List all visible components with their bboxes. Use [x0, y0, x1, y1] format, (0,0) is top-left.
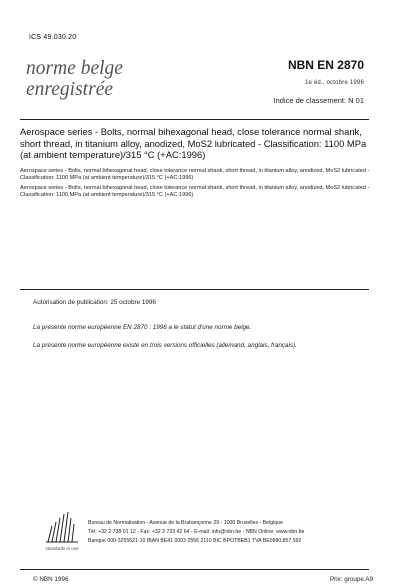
statement-status: La présente norme européenne EN 2870 : 1996 a le statut d'une norme belge.	[33, 324, 252, 331]
nbn-logo-icon	[44, 508, 80, 548]
copyright: © NBN 1996	[33, 576, 69, 583]
standard-number: NBN EN 2870	[287, 58, 364, 72]
subtitle-1: Aerospace series - Bolts, normal bihexagonal head, close tolerance normal shank, short thread, in titanium alloy, anodized, MoS2 lubricated - Classification: 1100 MPa (at ambient temperature)/315 °C (+AC:1996)	[20, 168, 370, 182]
document-title: Aerospace series - Bolts, normal bihexagonal head, close tolerance normal shank, short thread, in titanium alloy, anodized, MoS2 lubricated - Classification: 1100 MPa (at ambient temperature)/315 °C (+AC:1996)	[20, 126, 367, 160]
address-line-1: Bureau de Normalisation - Avenue de la Brabançonne 29 - 1000 Bruxelles - Belgique	[88, 520, 283, 526]
classement-index: Indice de classement: N 01	[273, 96, 364, 105]
bottom-divider	[20, 569, 369, 570]
address-line-2: Tél: +32 2 738 01 12 - Fax: +32 2 733 42 64 - E-mail: info@nbn.be - NBN Online: www.nbn.be	[88, 529, 305, 535]
publication-authorisation: Autorisation de publication: 25 octobre 1996	[33, 299, 156, 306]
edition-date: 1e éd., octobre 1996	[304, 80, 364, 86]
top-divider	[20, 119, 369, 120]
ics-code: ICS 49.030.20	[29, 34, 77, 41]
norme-belge-heading	[26, 58, 123, 100]
norme-line-2: enregistrée	[26, 79, 113, 100]
statement-versions: La présente norme européenne existe en trois versions officielles (allemand, anglais, français).	[33, 342, 297, 349]
norme-line-1: norme belge	[26, 58, 123, 79]
middle-divider	[20, 289, 369, 290]
price-group: Prix: groupe A9	[329, 576, 373, 583]
address-line-3: Banque 000-3255621-10 IBAN BE41 0003 2556 2110 BIC BPOTBEB1 TVA BE0880.857.592	[88, 538, 302, 544]
logo-caption: standards in use	[45, 546, 79, 551]
subtitle-2: Aerospace series - Bolts, normal bihexagonal head, close tolerance normal shank, short thread, in titanium alloy, anodized, MoS2 lubricated - Classification: 1100 MPa (at ambient temperature)/315 °C (+AC:1996)	[20, 185, 370, 199]
